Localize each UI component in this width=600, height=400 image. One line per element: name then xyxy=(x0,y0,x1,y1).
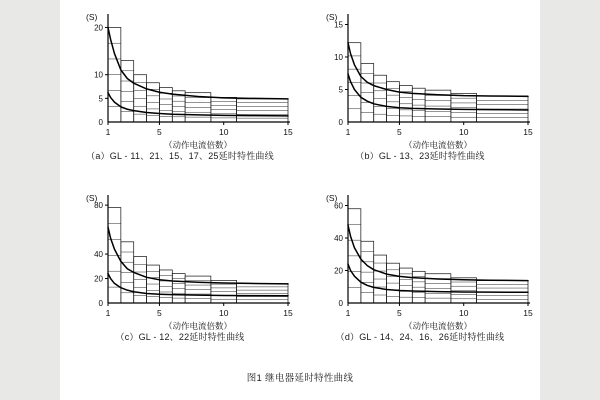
y-axis-unit-label: (S) xyxy=(326,12,338,22)
chart-panel-d xyxy=(300,185,540,366)
series-line-c-0 xyxy=(108,227,288,284)
y-tick-label: 20 xyxy=(94,274,103,284)
step-band-group-c xyxy=(108,208,288,303)
x-axis-label: （动作电流倍数） xyxy=(403,321,473,331)
x-tick-label: 10 xyxy=(458,127,469,137)
x-axis-label: （动作电流倍数） xyxy=(163,321,233,331)
series-line-d-0 xyxy=(348,225,528,281)
step-band-group-d xyxy=(348,209,528,303)
x-tick-label: 1 xyxy=(345,127,351,137)
y-axis-unit-label: (S) xyxy=(86,12,98,22)
plot-area-c xyxy=(60,185,300,333)
x-tick-label: 1 xyxy=(345,308,351,318)
y-tick-label: 60 xyxy=(334,201,343,211)
series-line-a-0 xyxy=(108,27,288,98)
x-axis-label: （动作电流倍数） xyxy=(163,140,233,150)
x-tick-label: 5 xyxy=(397,127,402,137)
left-margin-band xyxy=(0,0,60,400)
y-axis-unit-label: (S) xyxy=(86,193,98,203)
chart-caption-b: （b）GL - 13、23延时特性曲线 xyxy=(355,151,485,161)
chart-panel-b xyxy=(300,4,540,185)
x-tick-label: 10 xyxy=(218,127,229,137)
y-tick-label: 10 xyxy=(334,53,343,62)
y-tick-label-zero: 0 xyxy=(338,299,343,308)
y-tick-label-zero: 0 xyxy=(338,118,343,127)
plot-area-a xyxy=(60,4,300,152)
chart-svg-b xyxy=(300,4,540,152)
chart-grid xyxy=(60,4,540,366)
y-axis-unit-label: (S) xyxy=(326,193,338,203)
chart-panel-a xyxy=(60,4,300,185)
step-band-group-a xyxy=(108,27,288,122)
x-tick-label: 10 xyxy=(218,308,229,318)
chart-caption-c: （c）GL - 12、22延时特性曲线 xyxy=(115,332,245,342)
x-axis-label: （动作电流倍数） xyxy=(403,140,473,150)
y-tick-label-zero: 0 xyxy=(98,118,103,127)
x-tick-label: 15 xyxy=(283,308,293,318)
plot-area-d xyxy=(300,185,540,333)
figure-title: 图1 继电器延时特性曲线 xyxy=(246,373,354,384)
chart-svg-d xyxy=(300,185,540,333)
y-tick-label: 10 xyxy=(94,70,103,80)
y-tick-label: 40 xyxy=(334,234,343,243)
x-tick-label: 10 xyxy=(458,308,469,318)
y-tick-label: 20 xyxy=(94,23,103,33)
x-tick-label: 5 xyxy=(157,308,162,318)
y-tick-label-zero: 0 xyxy=(98,299,103,308)
series-line-c-1 xyxy=(108,274,288,296)
x-tick-label: 5 xyxy=(157,127,162,137)
x-tick-label: 1 xyxy=(105,127,111,137)
y-tick-label: 5 xyxy=(98,94,103,104)
y-tick-label: 80 xyxy=(94,201,103,211)
plot-area-b xyxy=(300,4,540,152)
figure-sheet xyxy=(60,0,540,400)
y-tick-label: 40 xyxy=(94,250,103,260)
chart-svg-c xyxy=(60,185,300,333)
chart-svg-a xyxy=(60,4,300,152)
x-tick-label: 15 xyxy=(283,127,293,137)
x-tick-label: 1 xyxy=(105,308,111,318)
x-tick-label: 5 xyxy=(397,308,402,318)
y-tick-label: 5 xyxy=(338,85,343,95)
y-tick-label: 20 xyxy=(334,266,343,276)
x-tick-label: 15 xyxy=(523,127,533,137)
y-tick-label: 15 xyxy=(334,20,343,30)
series-line-b-0 xyxy=(348,43,528,97)
chart-caption-d: （d）GL - 14、24、16、26延时特性曲线 xyxy=(335,332,505,342)
right-margin-band xyxy=(540,0,600,400)
chart-panel-c xyxy=(60,185,300,366)
chart-caption-a: （a）GL - 11、21、15、17、25延时特性曲线 xyxy=(86,151,274,161)
x-tick-label: 15 xyxy=(523,308,533,318)
